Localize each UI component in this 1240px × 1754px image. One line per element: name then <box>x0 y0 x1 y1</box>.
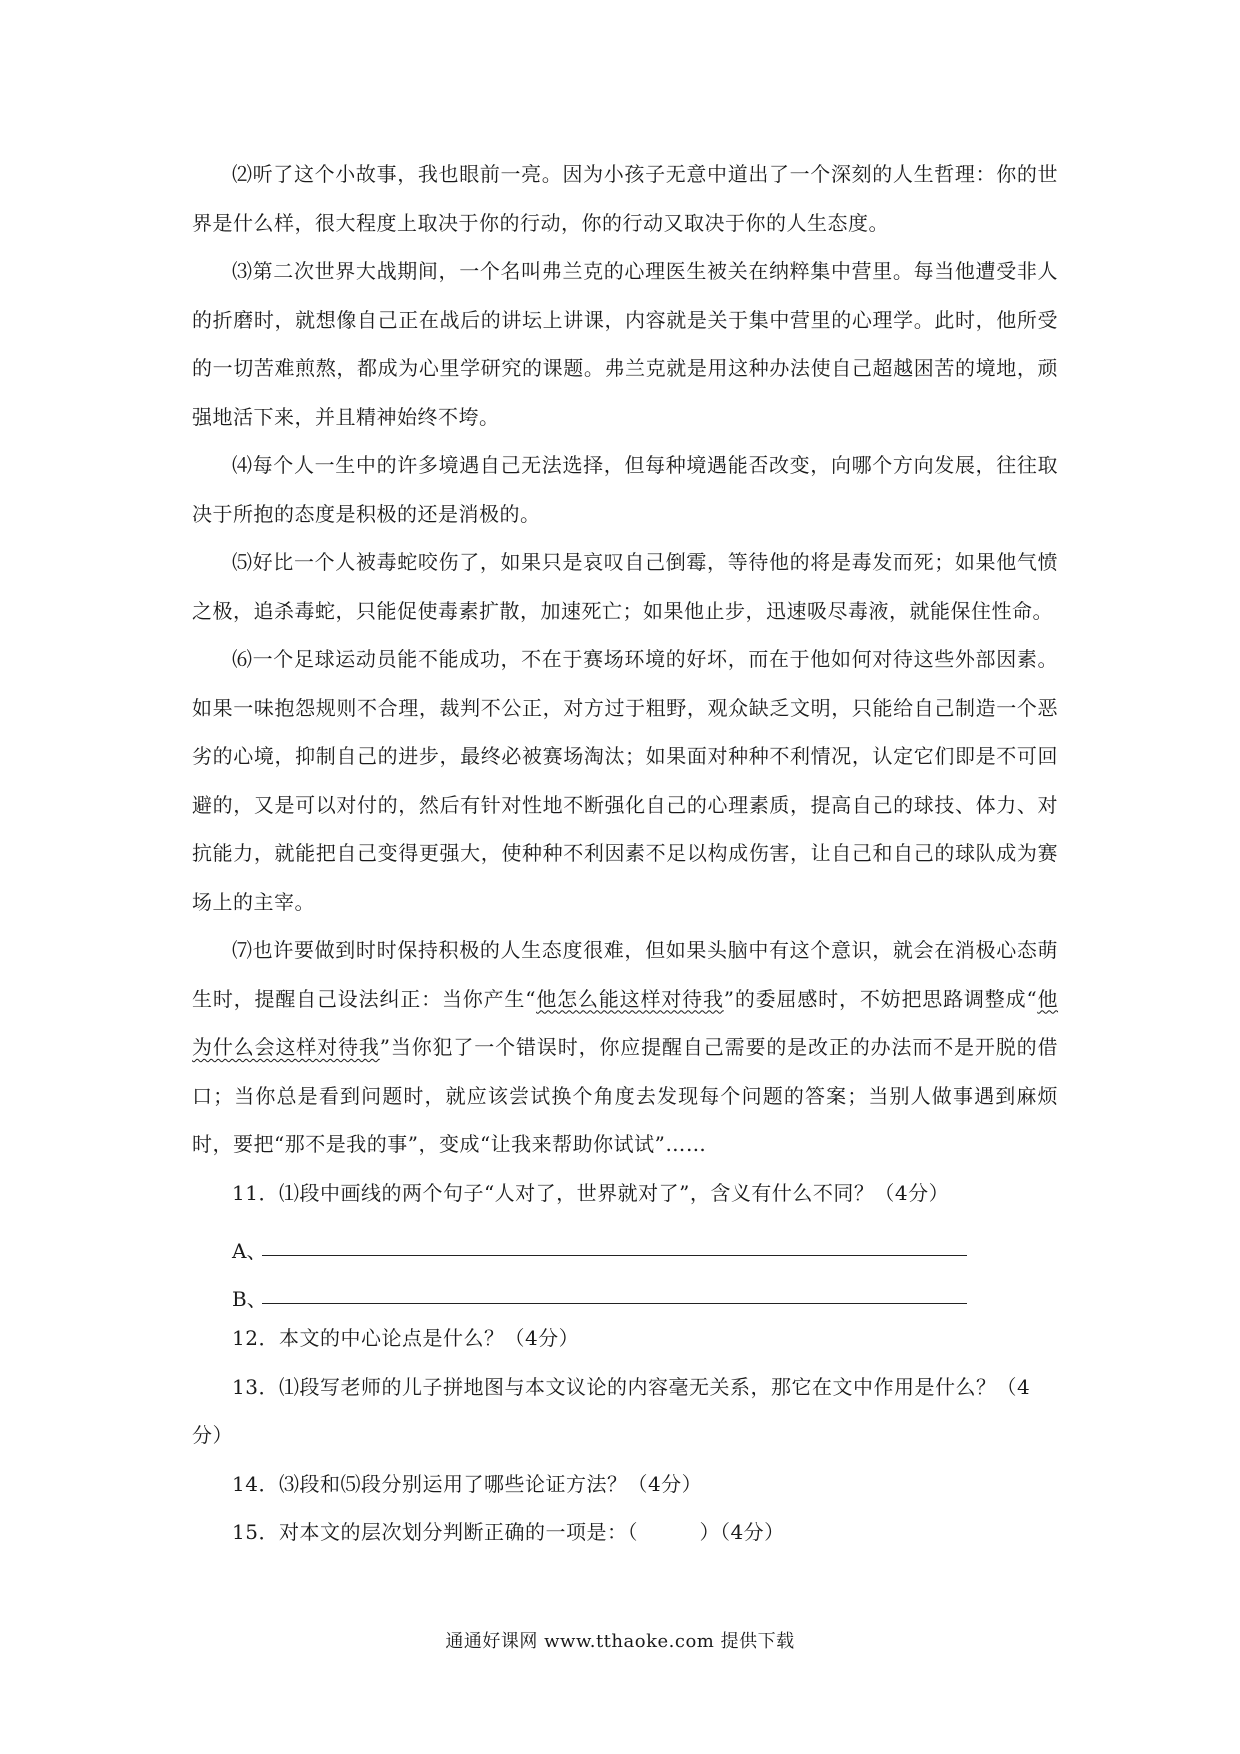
paragraph-5: ⑸好比一个人被毒蛇咬伤了，如果只是哀叹自己倒霉，等待他的将是毒发而死；如果他气愤之极，追杀毒蛇，只能促使毒素扩散，加速死亡；如果他止步，迅速吸尽毒液，就能保住性命。 <box>192 550 1058 623</box>
answer-line-a <box>192 1217 1058 1266</box>
paragraph-7-part-a: ⑺也许要做到时时保持积极的人生态度很难，但如果头脑中有这个意识，就会在消极心态萌生时，提醒自己设法纠正：当你产生“ <box>192 938 1058 1011</box>
answer-blank-a[interactable] <box>262 1227 967 1256</box>
question-13: 13．⑴段写老师的儿子拼地图与本文议论的内容毫无关系，那它在文中作用是什么？（4分） <box>192 1374 1031 1447</box>
answer-blank-b[interactable] <box>262 1275 967 1304</box>
answer-label-a: A、 <box>232 1238 267 1263</box>
paragraph-7 <box>192 926 1058 1169</box>
underlined-quote-2: 他为什么会这样对待我 <box>192 986 1059 1059</box>
paragraph-4: ⑷每个人一生中的许多境遇自己无法选择，但每种境遇能否改变，向哪个方向发展，往往取决于所抱的态度是积极的还是消极的。 <box>192 453 1058 526</box>
paragraph-7-part-c: ”当你犯了一个错误时，你应提醒自己需要的是改正的办法而不是开脱的借口；当你总是看到问题时，就应该尝试换个角度去发现每个问题的答案；当别人做事遇到麻烦时，要把“那不是我的事”，变成“让我来帮助你试试”…… <box>192 1035 1058 1156</box>
question-15: 15．对本文的层次划分判断正确的一项是：（ ）（4分） <box>232 1520 785 1544</box>
page-footer: 通通好课网 www.tthaoke.com 提供下载 <box>445 1631 795 1652</box>
question-14: 14．⑶段和⑸段分别运用了哪些论证方法？（4分） <box>232 1471 703 1496</box>
question-11: 11．⑴段中画线的两个句子“人对了，世界就对了”，含义有什么不同？（4分） <box>232 1180 950 1205</box>
paragraph-2: ⑵听了这个小故事，我也眼前一亮。因为小孩子无意中道出了一个深刻的人生哲理：你的世界是什么样，很大程度上取决于你的行动，你的行动又取决于你的人生态度。 <box>192 162 1058 235</box>
answer-line-b <box>192 1266 1058 1315</box>
paragraph-6: ⑹一个足球运动员能不能成功，不在于赛场环境的好坏，而在于他如何对待这些外部因素。如果一味抱怨规则不合理，裁判不公正，对方过于粗野，观众缺乏文明，只能给自己制造一个恶劣的心境，抑制自己的进步，最终必被赛场淘汰；如果面对种种不利情况，认定它们即是不可回避的，又是可以对付的，然后有针对性地不断强化自己的心理素质，提高自己的球技、体力、对抗能力，就能把自己变得更强大，使种种不利因素不足以构成伤害，让自己和自己的球队成为赛场上的主宰。 <box>192 647 1058 914</box>
paragraph-7-part-b: ”的委屈感时，不妨把思路调整成“ <box>723 986 1038 1011</box>
paragraph-3: ⑶第二次世界大战期间，一个名叫弗兰克的心理医生被关在纳粹集中营里。每当他遭受非人的折磨时，就想像自己正在战后的讲坛上讲课，内容就是关于集中营里的心理学。此时，他所受的一切苦难煎熬，都成为心里学研究的课题。弗兰克就是用这种办法使自己超越困苦的境地，顽强地活下来，并且精神始终不垮。 <box>192 259 1058 429</box>
question-12: 12．本文的中心论点是什么？（4分） <box>232 1326 580 1350</box>
answer-label-b: B、 <box>232 1287 267 1311</box>
article-content <box>192 150 1058 1557</box>
underlined-quote-1: 他怎么能这样对待我 <box>536 986 724 1011</box>
